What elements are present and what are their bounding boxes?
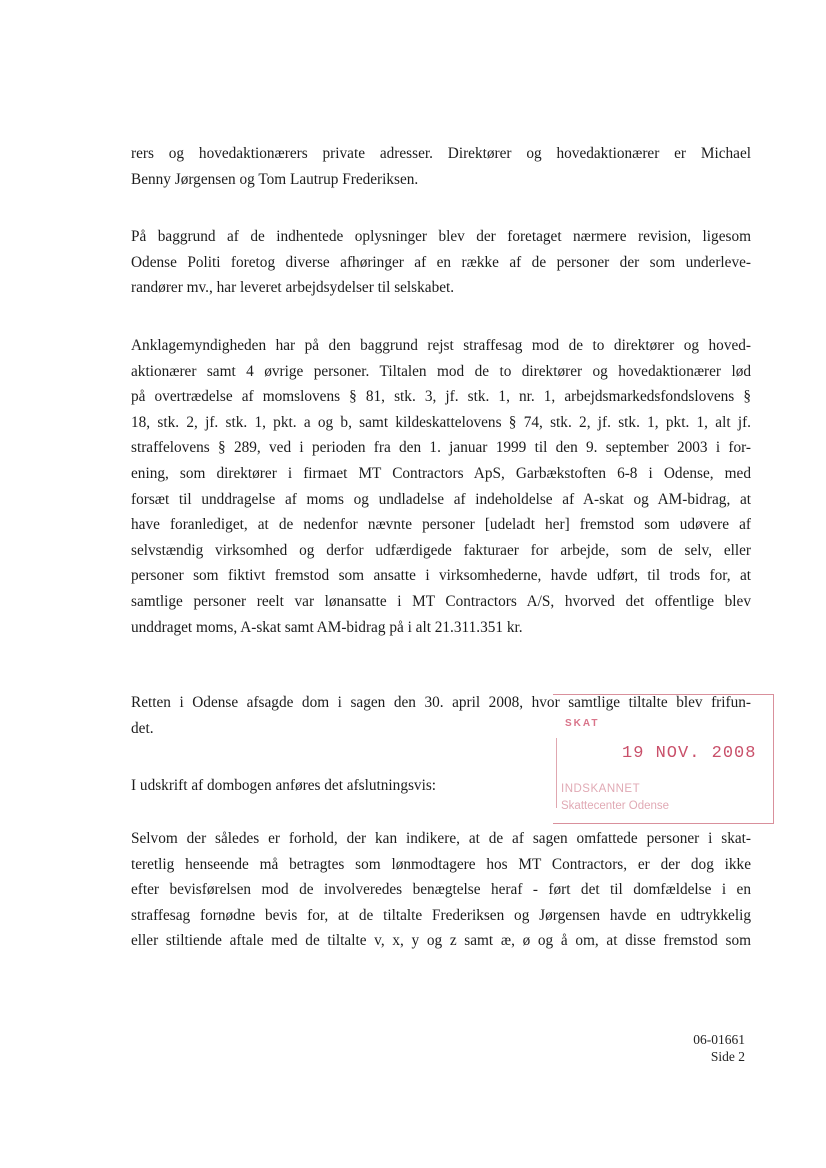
text-line: ening, som direktører i firmaet MT Contractors ApS, Garbækstoften 6-8 i Odense, med bbox=[131, 464, 751, 482]
paragraph-2 bbox=[131, 224, 751, 301]
text-line: straffesag fornødne bevis for, at de tiltalte Frederiksen og Jørgensen havde en udtrykkelig bbox=[131, 906, 751, 924]
text-line: have foranlediget, at de nedenfor nævnte personer [udeladt her] fremstod som udøvere af bbox=[131, 516, 751, 534]
stamp-office: Skattecenter Odense bbox=[561, 800, 670, 812]
stamp-label: INDSKANNET bbox=[561, 783, 641, 795]
text-line: På baggrund af de indhentede oplysninger blev der foretaget nærmere revision, ligesom bbox=[131, 228, 751, 245]
paragraph-3 bbox=[131, 333, 751, 640]
stamp-date: 19 NOV. 2008 bbox=[622, 744, 757, 763]
text-line: på overtrædelse af momslovens § 81, stk. 3, jf. stk. 1, nr. 1, arbejdsmarkedsfondslovens § bbox=[131, 388, 751, 406]
text-line: randører mv., har leveret arbejdsydelser til selskabet. bbox=[131, 279, 455, 297]
text-line: teretlig henseende må betragtes som lønmodtagere hos MT Contractors, er der dog ikke bbox=[131, 855, 751, 873]
text-line: I udskrift af dombogen anføres det afslutningsvis: bbox=[131, 777, 437, 794]
stamp-divider bbox=[556, 738, 557, 808]
text-line: Retten i Odense afsagde dom i sagen den 30. april 2008, hvor samtlige tiltalte blev frifun- bbox=[131, 694, 751, 711]
text-line: personer som fiktivt fremstod som ansatte i virksomhederne, havde udført, til trods for, at bbox=[131, 567, 751, 585]
text-line: eller stiltiende aftale med de tiltalte v, x, y og z samt æ, ø og å om, at disse fremstod som bbox=[131, 932, 751, 950]
text-line: straffelovens § 289, ved i perioden fra den 1. januar 1999 til den 9. september 2003 i for- bbox=[131, 439, 751, 457]
case-number: 06-01661 bbox=[693, 1032, 745, 1047]
paragraph-1 bbox=[131, 141, 751, 192]
text-line: Benny Jørgensen og Tom Lautrup Frederiksen. bbox=[131, 170, 419, 188]
text-line: Odense Politi foretog diverse afhøringer af en række af de personer der som underleve- bbox=[131, 253, 751, 271]
text-line: rers og hovedaktionærers private adresser. Direktører og hovedaktionærer er Michael bbox=[131, 145, 751, 162]
text-line: unddraget moms, A-skat samt AM-bidrag på i alt 21.311.351 kr. bbox=[131, 618, 523, 636]
text-line: det. bbox=[131, 719, 154, 737]
page-number: Side 2 bbox=[710, 1049, 745, 1064]
text-line: efter bevisførelsen mod de involveredes benægtelse heraf - ført det til domfældelse i en bbox=[131, 881, 751, 899]
text-line: Anklagemyndigheden har på den baggrund rejst straffesag mod de to direktører og hoved- bbox=[131, 337, 751, 354]
text-line: forsæt til unddragelse af moms og undladelse af indeholdelse af A-skat og AM-bidrag, at bbox=[131, 490, 751, 508]
text-line: Selvom der således er forhold, der kan indikere, at de af sagen omfattede personer i skat- bbox=[131, 830, 751, 847]
text-line: aktionærer samt 4 øvrige personer. Tiltalen mod de to direktører og hovedaktionærer lød bbox=[131, 362, 751, 380]
text-line: 18, stk. 2, jf. stk. 1, pkt. a og b, samt kildeskattelovens § 74, stk. 2, jf. stk. 1, pkt. 1, alt jf. bbox=[131, 413, 751, 431]
text-line: samtlige personer reelt var lønansatte i MT Contractors A/S, hvorved det offentlige blev bbox=[131, 592, 751, 610]
text-line: selvstændig virksomhed og derfor udfærdigede fakturaer for arbejde, som de selv, eller bbox=[131, 541, 751, 559]
skat-logo: SKAT bbox=[565, 718, 600, 729]
paragraph-6 bbox=[131, 826, 751, 954]
